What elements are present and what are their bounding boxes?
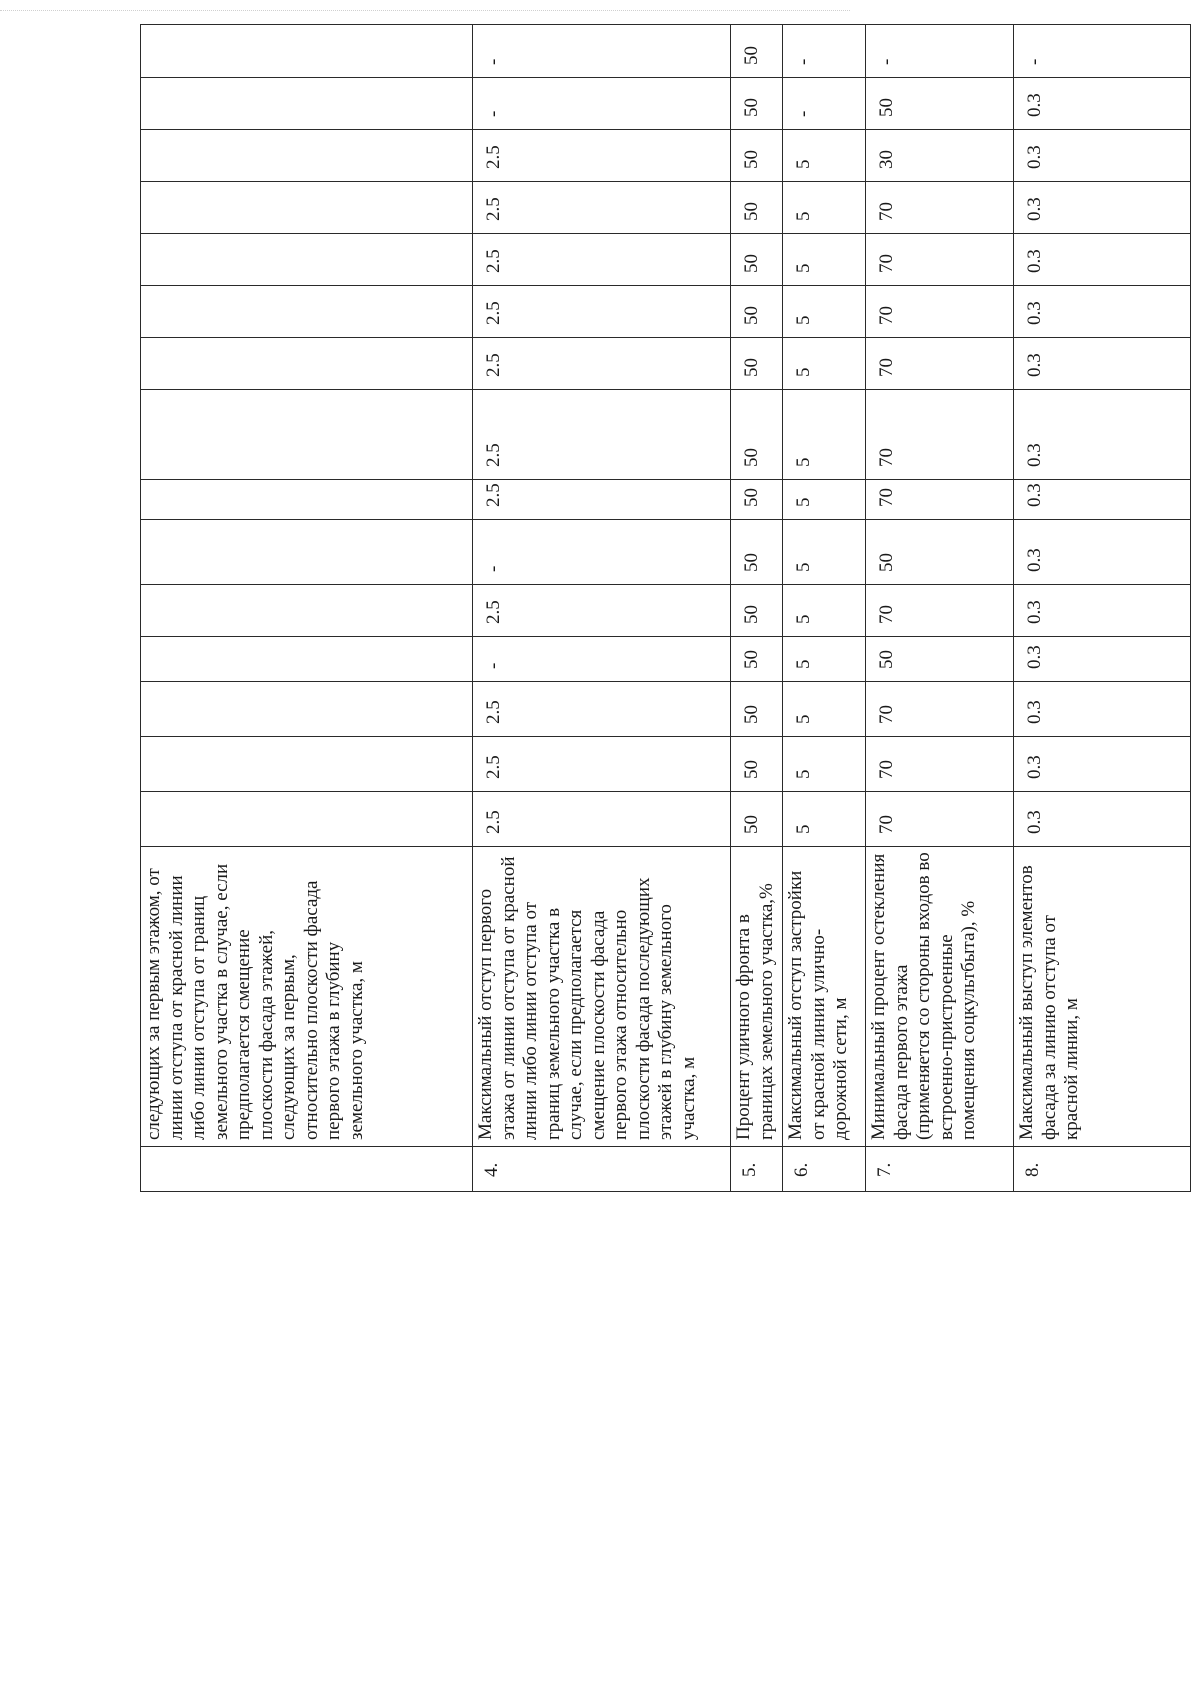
value-cell: 50 [731,520,783,585]
value-cell [141,25,473,78]
value-cell: 0.3 [1014,182,1191,234]
criterion-cell: Максимальный выступ элементов фасада за линию отступа от красной линии, м [1014,847,1191,1147]
value-cell [141,78,473,130]
value-cell: 5 [783,792,866,847]
value-cell [141,682,473,737]
criterion-cell: Максимальный отступ первого этажа от линии отступа от красной линии либо линии отступа от границ земельного участка в случае, если предполагается смещение плоскости фасада первого этажа относительно плоскости фасада последующих этажей в глубину земельного участка, м [473,847,731,1147]
value-cell: - [473,520,731,585]
table-row [731,25,783,1192]
rotated-table-wrapper [140,46,1190,1192]
value-cell [141,792,473,847]
value-cell: 70 [866,234,1014,286]
value-cell: 5 [783,130,866,182]
value-cell: 50 [731,480,783,520]
value-cell: - [783,78,866,130]
value-cell: - [866,25,1014,78]
value-cell: 2.5 [473,792,731,847]
value-cell: 70 [866,338,1014,390]
value-cell [141,182,473,234]
table-row [783,25,866,1192]
value-cell: 2.5 [473,682,731,737]
value-cell: 5 [783,682,866,737]
value-cell: 5 [783,585,866,637]
value-cell [141,737,473,792]
value-cell: 50 [731,792,783,847]
table-row [1014,25,1191,1192]
value-cell: 5 [783,338,866,390]
value-cell [141,637,473,682]
value-cell: 0.3 [1014,792,1191,847]
value-cell: 70 [866,480,1014,520]
criterion-cell: следующих за первым этажом, от линии отступа от красной линии либо линии отступа от границ земельного участка в случае, если предполагается смещение плоскости фасада этажей, следующих за первым, относительно плоскости фасада первого этажа в глубину земельного участка, м [141,847,473,1147]
scan-edge-line [0,10,850,11]
value-cell: 5 [783,286,866,338]
value-cell: 70 [866,682,1014,737]
value-cell: 50 [731,682,783,737]
value-cell: 0.3 [1014,737,1191,792]
value-cell [141,234,473,286]
value-cell: 0.3 [1014,78,1191,130]
value-cell: 2.5 [473,480,731,520]
value-cell [141,390,473,480]
value-cell: 50 [731,25,783,78]
value-cell: 0.3 [1014,130,1191,182]
value-cell: 2.5 [473,737,731,792]
value-cell: 2.5 [473,130,731,182]
value-cell: 30 [866,130,1014,182]
value-cell: 0.3 [1014,286,1191,338]
value-cell: - [783,25,866,78]
value-cell: 2.5 [473,234,731,286]
value-cell: 5 [783,737,866,792]
criterion-cell: Максимальный отступ застройки от красной линии улично-дорожной сети, м [783,847,866,1147]
value-cell: 0.3 [1014,338,1191,390]
value-cell [141,520,473,585]
value-cell: 70 [866,792,1014,847]
value-cell: 5 [783,480,866,520]
value-cell: 50 [866,520,1014,585]
value-cell: - [473,78,731,130]
value-cell: - [473,637,731,682]
value-cell: 5 [783,520,866,585]
value-cell [141,585,473,637]
value-cell: 50 [731,286,783,338]
row-number-cell: 6. [783,1147,866,1192]
value-cell: 0.3 [1014,520,1191,585]
value-cell: 2.5 [473,338,731,390]
value-cell: 5 [783,234,866,286]
value-cell: 2.5 [473,286,731,338]
value-cell: 2.5 [473,182,731,234]
value-cell: 70 [866,737,1014,792]
criterion-cell: Минимальный процент остекления фасада первого этажа (применяется со стороны входов во встроенно-пристроенные помещения соцкультбыта), % [866,847,1014,1147]
value-cell: 5 [783,637,866,682]
value-cell [141,338,473,390]
value-cell: - [473,25,731,78]
row-number-cell: 7. [866,1147,1014,1192]
criterion-cell: Процент уличного фронта в границах земельного участка,% [731,847,783,1147]
row-number-cell: 4. [473,1147,731,1192]
value-cell [141,130,473,182]
row-number-cell [141,1147,473,1192]
value-cell: 0.3 [1014,637,1191,682]
row-number-cell: 8. [1014,1147,1191,1192]
value-cell: 70 [866,286,1014,338]
value-cell: 50 [731,130,783,182]
value-cell: 0.3 [1014,480,1191,520]
value-cell: 5 [783,182,866,234]
value-cell: - [1014,25,1191,78]
table-row [866,25,1014,1192]
value-cell: 0.3 [1014,234,1191,286]
value-cell: 50 [731,737,783,792]
value-cell [141,286,473,338]
value-cell: 0.3 [1014,390,1191,480]
value-cell: 50 [731,637,783,682]
value-cell: 50 [731,182,783,234]
value-cell: 50 [866,78,1014,130]
value-cell [141,480,473,520]
table-body [141,25,1191,1192]
value-cell: 50 [731,338,783,390]
table-row [141,25,473,1192]
value-cell: 2.5 [473,585,731,637]
value-cell: 50 [731,390,783,480]
row-number-cell: 5. [731,1147,783,1192]
value-cell: 2.5 [473,390,731,480]
table-row [473,25,731,1192]
value-cell: 0.3 [1014,585,1191,637]
regulations-table [140,24,1191,1192]
value-cell: 50 [866,637,1014,682]
value-cell: 0.3 [1014,682,1191,737]
value-cell: 70 [866,390,1014,480]
value-cell: 70 [866,585,1014,637]
value-cell: 50 [731,78,783,130]
value-cell: 70 [866,182,1014,234]
value-cell: 5 [783,390,866,480]
value-cell: 50 [731,234,783,286]
value-cell: 50 [731,585,783,637]
